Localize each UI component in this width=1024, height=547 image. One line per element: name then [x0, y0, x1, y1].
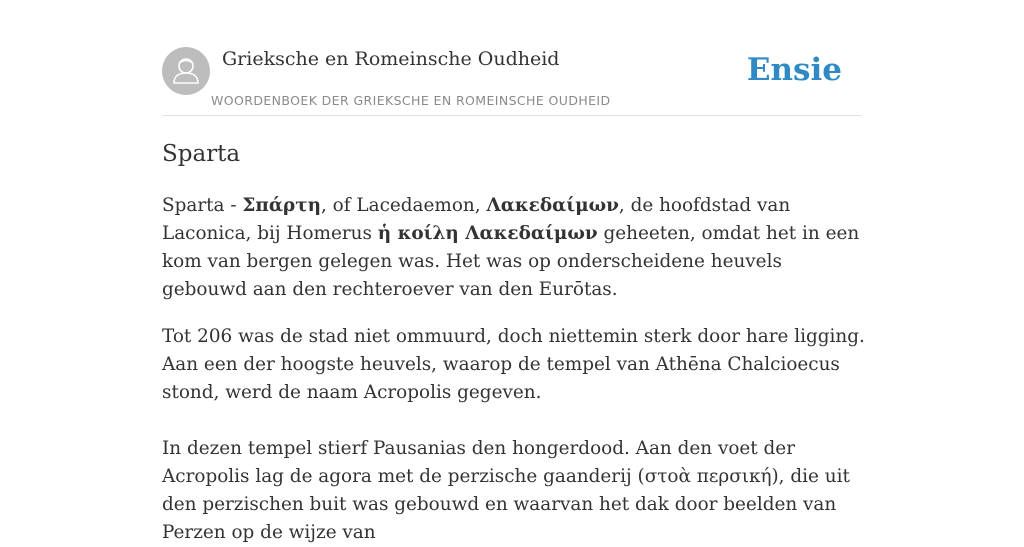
source-avatar[interactable] — [162, 47, 210, 95]
greek-term: Λακεδαίμων — [486, 195, 619, 216]
paragraph-3: In dezen tempel stierf Pausanias den hongerdood. Aan den voet der Acropolis lag de agora met de perzische gaanderij (στοὰ περσική), die uit den perzischen buit was gebouwd en waarvan het dak door beelden van Perzen op de wijze van — [162, 438, 850, 543]
greek-term: ἡ κοίλη Λακεδαίμων — [377, 223, 598, 244]
text-segment: , de hoofdstad van Laconica, bij Homerus — [162, 195, 791, 244]
source-title[interactable]: Grieksche en Romeinsche Oudheid — [222, 48, 560, 70]
greek-term: Σπάρτη — [242, 195, 321, 216]
entry-title: Sparta — [162, 141, 241, 167]
text-segment: geheeten, omdat het in een kom van bergen gelegen was. Het was op onderscheidene heuvels gebouwd aan den rechteroever van den Eurōtas. — [162, 223, 860, 300]
header-divider — [162, 115, 862, 116]
paragraph-2: Tot 206 was de stad niet ommuurd, doch niettemin sterk door hare ligging. Aan een der hoogste heuvels, waarop de tempel van Athēna Chalcioecus stond, werd de naam Acropolis gegeven. — [162, 326, 865, 403]
paragraph-1 — [162, 192, 872, 304]
entry-body — [162, 192, 872, 547]
ensie-logo[interactable]: Ensie — [746, 52, 842, 88]
user-icon — [162, 47, 210, 95]
source-subtitle[interactable]: WOORDENBOEK DER GRIEKSCHE EN ROMEINSCHE OUDHEID — [211, 93, 611, 108]
text-segment: , of Lacedaemon, — [320, 195, 487, 216]
text-segment: Sparta - — [162, 195, 243, 216]
